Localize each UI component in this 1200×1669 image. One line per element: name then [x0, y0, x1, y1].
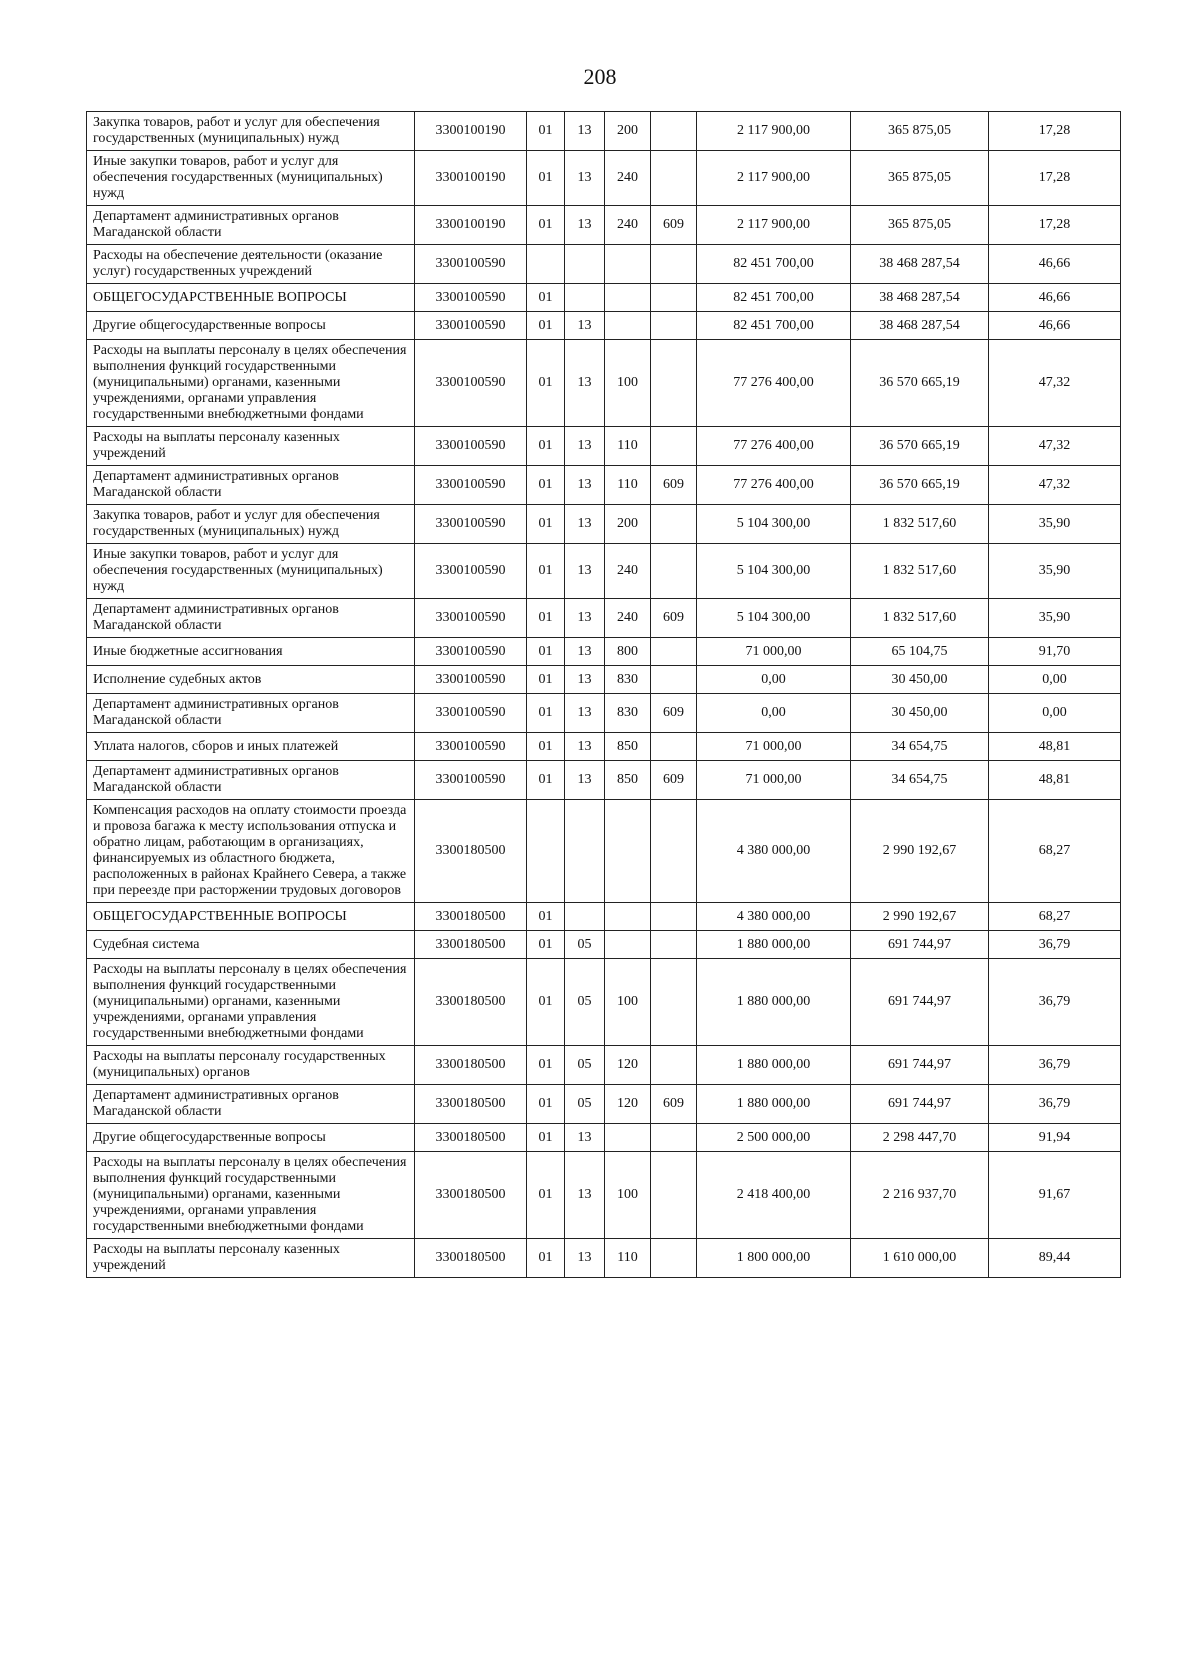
- cell-expense-type: 830: [605, 694, 651, 733]
- cell-section: 01: [527, 544, 565, 599]
- cell-planned: 1 880 000,00: [697, 959, 851, 1046]
- cell-percent: 36,79: [989, 1046, 1121, 1085]
- cell-expense-type: [605, 284, 651, 312]
- cell-subsection: 13: [565, 1152, 605, 1239]
- cell-subsection: 13: [565, 312, 605, 340]
- cell-planned: 4 380 000,00: [697, 800, 851, 903]
- table-row: [87, 599, 1121, 638]
- cell-subsection: 05: [565, 1085, 605, 1124]
- cell-expense-type: 200: [605, 112, 651, 151]
- cell-target-code: 3300100590: [415, 284, 527, 312]
- cell-section: 01: [527, 761, 565, 800]
- table-row: [87, 1152, 1121, 1239]
- cell-name: ОБЩЕГОСУДАРСТВЕННЫЕ ВОПРОСЫ: [87, 284, 415, 312]
- cell-section: 01: [527, 427, 565, 466]
- cell-planned: 82 451 700,00: [697, 312, 851, 340]
- cell-subsection: 13: [565, 340, 605, 427]
- cell-planned: 77 276 400,00: [697, 466, 851, 505]
- cell-expense-type: [605, 245, 651, 284]
- cell-section: 01: [527, 151, 565, 206]
- cell-name: Расходы на выплаты персоналу государственных (муниципальных) органов: [87, 1046, 415, 1085]
- cell-subsection: 13: [565, 505, 605, 544]
- cell-section: 01: [527, 340, 565, 427]
- cell-percent: 91,94: [989, 1124, 1121, 1152]
- table-row: [87, 638, 1121, 666]
- cell-executed: 36 570 665,19: [851, 340, 989, 427]
- cell-executed: 1 610 000,00: [851, 1239, 989, 1278]
- cell-admin-code: [651, 903, 697, 931]
- cell-section: 01: [527, 1124, 565, 1152]
- cell-name: Закупка товаров, работ и услуг для обеспечения государственных (муниципальных) нужд: [87, 505, 415, 544]
- cell-target-code: 3300180500: [415, 1152, 527, 1239]
- cell-percent: 46,66: [989, 284, 1121, 312]
- table-row: [87, 1085, 1121, 1124]
- cell-target-code: 3300100590: [415, 666, 527, 694]
- cell-planned: 5 104 300,00: [697, 505, 851, 544]
- cell-section: 01: [527, 959, 565, 1046]
- cell-planned: 1 880 000,00: [697, 1046, 851, 1085]
- cell-planned: 5 104 300,00: [697, 544, 851, 599]
- cell-subsection: 13: [565, 599, 605, 638]
- cell-target-code: 3300180500: [415, 800, 527, 903]
- cell-section: 01: [527, 505, 565, 544]
- table-row: [87, 733, 1121, 761]
- cell-expense-type: 800: [605, 638, 651, 666]
- page-number: 208: [583, 64, 617, 89]
- cell-target-code: 3300180500: [415, 1239, 527, 1278]
- cell-percent: 91,67: [989, 1152, 1121, 1239]
- cell-section: 01: [527, 903, 565, 931]
- cell-subsection: 13: [565, 666, 605, 694]
- cell-subsection: 13: [565, 544, 605, 599]
- cell-section: 01: [527, 1239, 565, 1278]
- cell-percent: 91,70: [989, 638, 1121, 666]
- cell-name: Департамент административных органов Магаданской области: [87, 694, 415, 733]
- cell-subsection: [565, 245, 605, 284]
- cell-admin-code: 609: [651, 466, 697, 505]
- cell-admin-code: [651, 427, 697, 466]
- cell-executed: 2 298 447,70: [851, 1124, 989, 1152]
- cell-executed: 365 875,05: [851, 151, 989, 206]
- cell-executed: 365 875,05: [851, 112, 989, 151]
- cell-expense-type: [605, 800, 651, 903]
- cell-name: Расходы на выплаты персоналу в целях обеспечения выполнения функций государственными (муниципальными) органами, казенными учреждениями, органами управления государственными внебюджетными фондами: [87, 959, 415, 1046]
- budget-table-wrapper: [86, 111, 1120, 1278]
- cell-name: Департамент административных органов Магаданской области: [87, 1085, 415, 1124]
- cell-subsection: 13: [565, 466, 605, 505]
- cell-executed: 691 744,97: [851, 1085, 989, 1124]
- cell-planned: 1 800 000,00: [697, 1239, 851, 1278]
- cell-admin-code: [651, 733, 697, 761]
- cell-admin-code: [651, 800, 697, 903]
- cell-target-code: 3300100590: [415, 505, 527, 544]
- budget-table: [86, 111, 1121, 1278]
- cell-admin-code: [651, 340, 697, 427]
- table-row: [87, 761, 1121, 800]
- cell-planned: 0,00: [697, 694, 851, 733]
- cell-planned: 71 000,00: [697, 638, 851, 666]
- cell-executed: 65 104,75: [851, 638, 989, 666]
- cell-name: Другие общегосударственные вопросы: [87, 312, 415, 340]
- cell-section: 01: [527, 312, 565, 340]
- cell-section: [527, 245, 565, 284]
- cell-executed: 691 744,97: [851, 931, 989, 959]
- cell-subsection: 05: [565, 931, 605, 959]
- cell-section: 01: [527, 466, 565, 505]
- cell-executed: 365 875,05: [851, 206, 989, 245]
- cell-expense-type: [605, 312, 651, 340]
- cell-section: 01: [527, 112, 565, 151]
- cell-percent: 0,00: [989, 666, 1121, 694]
- cell-planned: 1 880 000,00: [697, 1085, 851, 1124]
- cell-expense-type: 850: [605, 733, 651, 761]
- cell-admin-code: [651, 1046, 697, 1085]
- cell-planned: 5 104 300,00: [697, 599, 851, 638]
- cell-planned: 2 117 900,00: [697, 206, 851, 245]
- cell-planned: 2 117 900,00: [697, 151, 851, 206]
- cell-expense-type: [605, 1124, 651, 1152]
- cell-expense-type: 110: [605, 1239, 651, 1278]
- cell-section: 01: [527, 1046, 565, 1085]
- cell-admin-code: [651, 1124, 697, 1152]
- cell-target-code: 3300100590: [415, 466, 527, 505]
- cell-target-code: 3300100190: [415, 112, 527, 151]
- cell-section: 01: [527, 599, 565, 638]
- cell-name: Расходы на выплаты персоналу казенных учреждений: [87, 427, 415, 466]
- table-row: [87, 959, 1121, 1046]
- cell-name: Другие общегосударственные вопросы: [87, 1124, 415, 1152]
- cell-admin-code: [651, 1152, 697, 1239]
- cell-expense-type: 830: [605, 666, 651, 694]
- cell-subsection: 13: [565, 206, 605, 245]
- table-row: [87, 206, 1121, 245]
- cell-expense-type: 240: [605, 151, 651, 206]
- cell-executed: 30 450,00: [851, 666, 989, 694]
- cell-name: Расходы на выплаты персоналу в целях обеспечения выполнения функций государственными (муниципальными) органами, казенными учреждениями, органами управления государственными внебюджетными фондами: [87, 340, 415, 427]
- cell-expense-type: 100: [605, 1152, 651, 1239]
- cell-planned: 71 000,00: [697, 761, 851, 800]
- cell-planned: 82 451 700,00: [697, 245, 851, 284]
- cell-name: Департамент административных органов Магаданской области: [87, 206, 415, 245]
- cell-percent: 35,90: [989, 544, 1121, 599]
- cell-executed: 691 744,97: [851, 959, 989, 1046]
- cell-admin-code: [651, 959, 697, 1046]
- cell-admin-code: [651, 544, 697, 599]
- cell-target-code: 3300180500: [415, 959, 527, 1046]
- cell-expense-type: 850: [605, 761, 651, 800]
- cell-executed: 1 832 517,60: [851, 544, 989, 599]
- table-row: [87, 466, 1121, 505]
- cell-subsection: 13: [565, 1124, 605, 1152]
- cell-subsection: [565, 800, 605, 903]
- cell-name: Расходы на обеспечение деятельности (оказание услуг) государственных учреждений: [87, 245, 415, 284]
- table-row: [87, 1124, 1121, 1152]
- cell-percent: 46,66: [989, 312, 1121, 340]
- cell-admin-code: [651, 505, 697, 544]
- cell-target-code: 3300180500: [415, 1124, 527, 1152]
- cell-name: ОБЩЕГОСУДАРСТВЕННЫЕ ВОПРОСЫ: [87, 903, 415, 931]
- budget-table-body: [87, 112, 1121, 1278]
- cell-target-code: 3300100190: [415, 151, 527, 206]
- cell-admin-code: 609: [651, 206, 697, 245]
- cell-name: Судебная система: [87, 931, 415, 959]
- cell-subsection: [565, 903, 605, 931]
- cell-executed: 1 832 517,60: [851, 599, 989, 638]
- cell-target-code: 3300180500: [415, 1046, 527, 1085]
- cell-section: 01: [527, 931, 565, 959]
- cell-admin-code: 609: [651, 1085, 697, 1124]
- cell-name: Расходы на выплаты персоналу казенных учреждений: [87, 1239, 415, 1278]
- cell-section: 01: [527, 638, 565, 666]
- cell-percent: 68,27: [989, 903, 1121, 931]
- cell-executed: 34 654,75: [851, 761, 989, 800]
- cell-target-code: 3300180500: [415, 1085, 527, 1124]
- cell-planned: 82 451 700,00: [697, 284, 851, 312]
- cell-executed: 691 744,97: [851, 1046, 989, 1085]
- cell-expense-type: 120: [605, 1046, 651, 1085]
- cell-target-code: 3300100590: [415, 694, 527, 733]
- cell-percent: 17,28: [989, 206, 1121, 245]
- table-row: [87, 505, 1121, 544]
- cell-section: [527, 800, 565, 903]
- table-row: [87, 151, 1121, 206]
- cell-name: Исполнение судебных актов: [87, 666, 415, 694]
- cell-name: Департамент административных органов Магаданской области: [87, 761, 415, 800]
- cell-expense-type: 200: [605, 505, 651, 544]
- cell-expense-type: [605, 931, 651, 959]
- cell-percent: 35,90: [989, 505, 1121, 544]
- cell-executed: 2 990 192,67: [851, 800, 989, 903]
- cell-planned: 71 000,00: [697, 733, 851, 761]
- cell-admin-code: [651, 151, 697, 206]
- cell-admin-code: [651, 931, 697, 959]
- cell-name: Иные закупки товаров, работ и услуг для обеспечения государственных (муниципальных) нужд: [87, 151, 415, 206]
- cell-percent: 36,79: [989, 931, 1121, 959]
- cell-target-code: 3300100590: [415, 544, 527, 599]
- cell-admin-code: [651, 312, 697, 340]
- cell-subsection: 13: [565, 112, 605, 151]
- cell-name: Иные закупки товаров, работ и услуг для обеспечения государственных (муниципальных) нужд: [87, 544, 415, 599]
- table-row: [87, 245, 1121, 284]
- table-row: [87, 112, 1121, 151]
- cell-name: Компенсация расходов на оплату стоимости проезда и провоза багажа к месту использования отпуска и обратно лицам, работающим в организациях, финансируемых из областного бюджета, расположенных в районах Крайнего Севера, а также при переезде при расторжении трудовых договоров: [87, 800, 415, 903]
- cell-target-code: 3300100590: [415, 761, 527, 800]
- cell-subsection: 05: [565, 1046, 605, 1085]
- cell-admin-code: [651, 112, 697, 151]
- cell-section: 01: [527, 1152, 565, 1239]
- cell-percent: 0,00: [989, 694, 1121, 733]
- cell-admin-code: [651, 666, 697, 694]
- cell-percent: 36,79: [989, 959, 1121, 1046]
- cell-subsection: 13: [565, 694, 605, 733]
- cell-admin-code: [651, 1239, 697, 1278]
- table-row: [87, 284, 1121, 312]
- cell-admin-code: [651, 638, 697, 666]
- cell-target-code: 3300100590: [415, 340, 527, 427]
- cell-percent: 35,90: [989, 599, 1121, 638]
- cell-target-code: 3300100590: [415, 312, 527, 340]
- cell-planned: 77 276 400,00: [697, 340, 851, 427]
- cell-admin-code: [651, 245, 697, 284]
- cell-admin-code: [651, 284, 697, 312]
- cell-section: 01: [527, 284, 565, 312]
- cell-expense-type: 240: [605, 544, 651, 599]
- cell-subsection: 13: [565, 151, 605, 206]
- cell-subsection: 13: [565, 1239, 605, 1278]
- cell-target-code: 3300100590: [415, 733, 527, 761]
- cell-expense-type: 110: [605, 466, 651, 505]
- cell-executed: 30 450,00: [851, 694, 989, 733]
- cell-name: Расходы на выплаты персоналу в целях обеспечения выполнения функций государственными (муниципальными) органами, казенными учреждениями, органами управления государственными внебюджетными фондами: [87, 1152, 415, 1239]
- cell-target-code: 3300100590: [415, 638, 527, 666]
- cell-executed: 1 832 517,60: [851, 505, 989, 544]
- cell-subsection: 13: [565, 733, 605, 761]
- cell-section: 01: [527, 733, 565, 761]
- cell-name: Иные бюджетные ассигнования: [87, 638, 415, 666]
- table-row: [87, 312, 1121, 340]
- cell-percent: 36,79: [989, 1085, 1121, 1124]
- cell-name: Закупка товаров, работ и услуг для обеспечения государственных (муниципальных) нужд: [87, 112, 415, 151]
- cell-percent: 68,27: [989, 800, 1121, 903]
- cell-expense-type: 120: [605, 1085, 651, 1124]
- cell-percent: 89,44: [989, 1239, 1121, 1278]
- cell-percent: 47,32: [989, 427, 1121, 466]
- cell-admin-code: 609: [651, 761, 697, 800]
- cell-section: 01: [527, 666, 565, 694]
- table-row: [87, 427, 1121, 466]
- cell-percent: 46,66: [989, 245, 1121, 284]
- table-row: [87, 694, 1121, 733]
- cell-planned: 2 418 400,00: [697, 1152, 851, 1239]
- cell-section: 01: [527, 694, 565, 733]
- cell-expense-type: 110: [605, 427, 651, 466]
- table-row: [87, 666, 1121, 694]
- table-row: [87, 544, 1121, 599]
- table-row: [87, 800, 1121, 903]
- cell-subsection: 13: [565, 427, 605, 466]
- cell-percent: 17,28: [989, 151, 1121, 206]
- table-row: [87, 903, 1121, 931]
- cell-planned: 2 500 000,00: [697, 1124, 851, 1152]
- table-row: [87, 1046, 1121, 1085]
- cell-target-code: 3300100190: [415, 206, 527, 245]
- cell-subsection: 13: [565, 638, 605, 666]
- cell-executed: 36 570 665,19: [851, 427, 989, 466]
- cell-expense-type: 100: [605, 959, 651, 1046]
- cell-percent: 47,32: [989, 466, 1121, 505]
- cell-percent: 48,81: [989, 733, 1121, 761]
- cell-name: Департамент административных органов Магаданской области: [87, 599, 415, 638]
- cell-admin-code: 609: [651, 599, 697, 638]
- cell-executed: 38 468 287,54: [851, 245, 989, 284]
- cell-executed: 38 468 287,54: [851, 284, 989, 312]
- cell-expense-type: 240: [605, 599, 651, 638]
- cell-name: Уплата налогов, сборов и иных платежей: [87, 733, 415, 761]
- cell-admin-code: 609: [651, 694, 697, 733]
- cell-planned: 77 276 400,00: [697, 427, 851, 466]
- cell-executed: 2 216 937,70: [851, 1152, 989, 1239]
- cell-planned: 2 117 900,00: [697, 112, 851, 151]
- cell-expense-type: 100: [605, 340, 651, 427]
- cell-executed: 34 654,75: [851, 733, 989, 761]
- cell-percent: 48,81: [989, 761, 1121, 800]
- cell-target-code: 3300100590: [415, 427, 527, 466]
- cell-expense-type: 240: [605, 206, 651, 245]
- table-row: [87, 931, 1121, 959]
- cell-planned: 1 880 000,00: [697, 931, 851, 959]
- table-row: [87, 340, 1121, 427]
- cell-planned: 4 380 000,00: [697, 903, 851, 931]
- cell-executed: 2 990 192,67: [851, 903, 989, 931]
- cell-subsection: [565, 284, 605, 312]
- cell-target-code: 3300100590: [415, 599, 527, 638]
- cell-subsection: 05: [565, 959, 605, 1046]
- cell-subsection: 13: [565, 761, 605, 800]
- cell-percent: 47,32: [989, 340, 1121, 427]
- cell-planned: 0,00: [697, 666, 851, 694]
- cell-executed: 36 570 665,19: [851, 466, 989, 505]
- cell-target-code: 3300180500: [415, 931, 527, 959]
- table-row: [87, 1239, 1121, 1278]
- cell-executed: 38 468 287,54: [851, 312, 989, 340]
- cell-target-code: 3300100590: [415, 245, 527, 284]
- cell-expense-type: [605, 903, 651, 931]
- cell-name: Департамент административных органов Магаданской области: [87, 466, 415, 505]
- cell-section: 01: [527, 1085, 565, 1124]
- cell-percent: 17,28: [989, 112, 1121, 151]
- cell-section: 01: [527, 206, 565, 245]
- cell-target-code: 3300180500: [415, 903, 527, 931]
